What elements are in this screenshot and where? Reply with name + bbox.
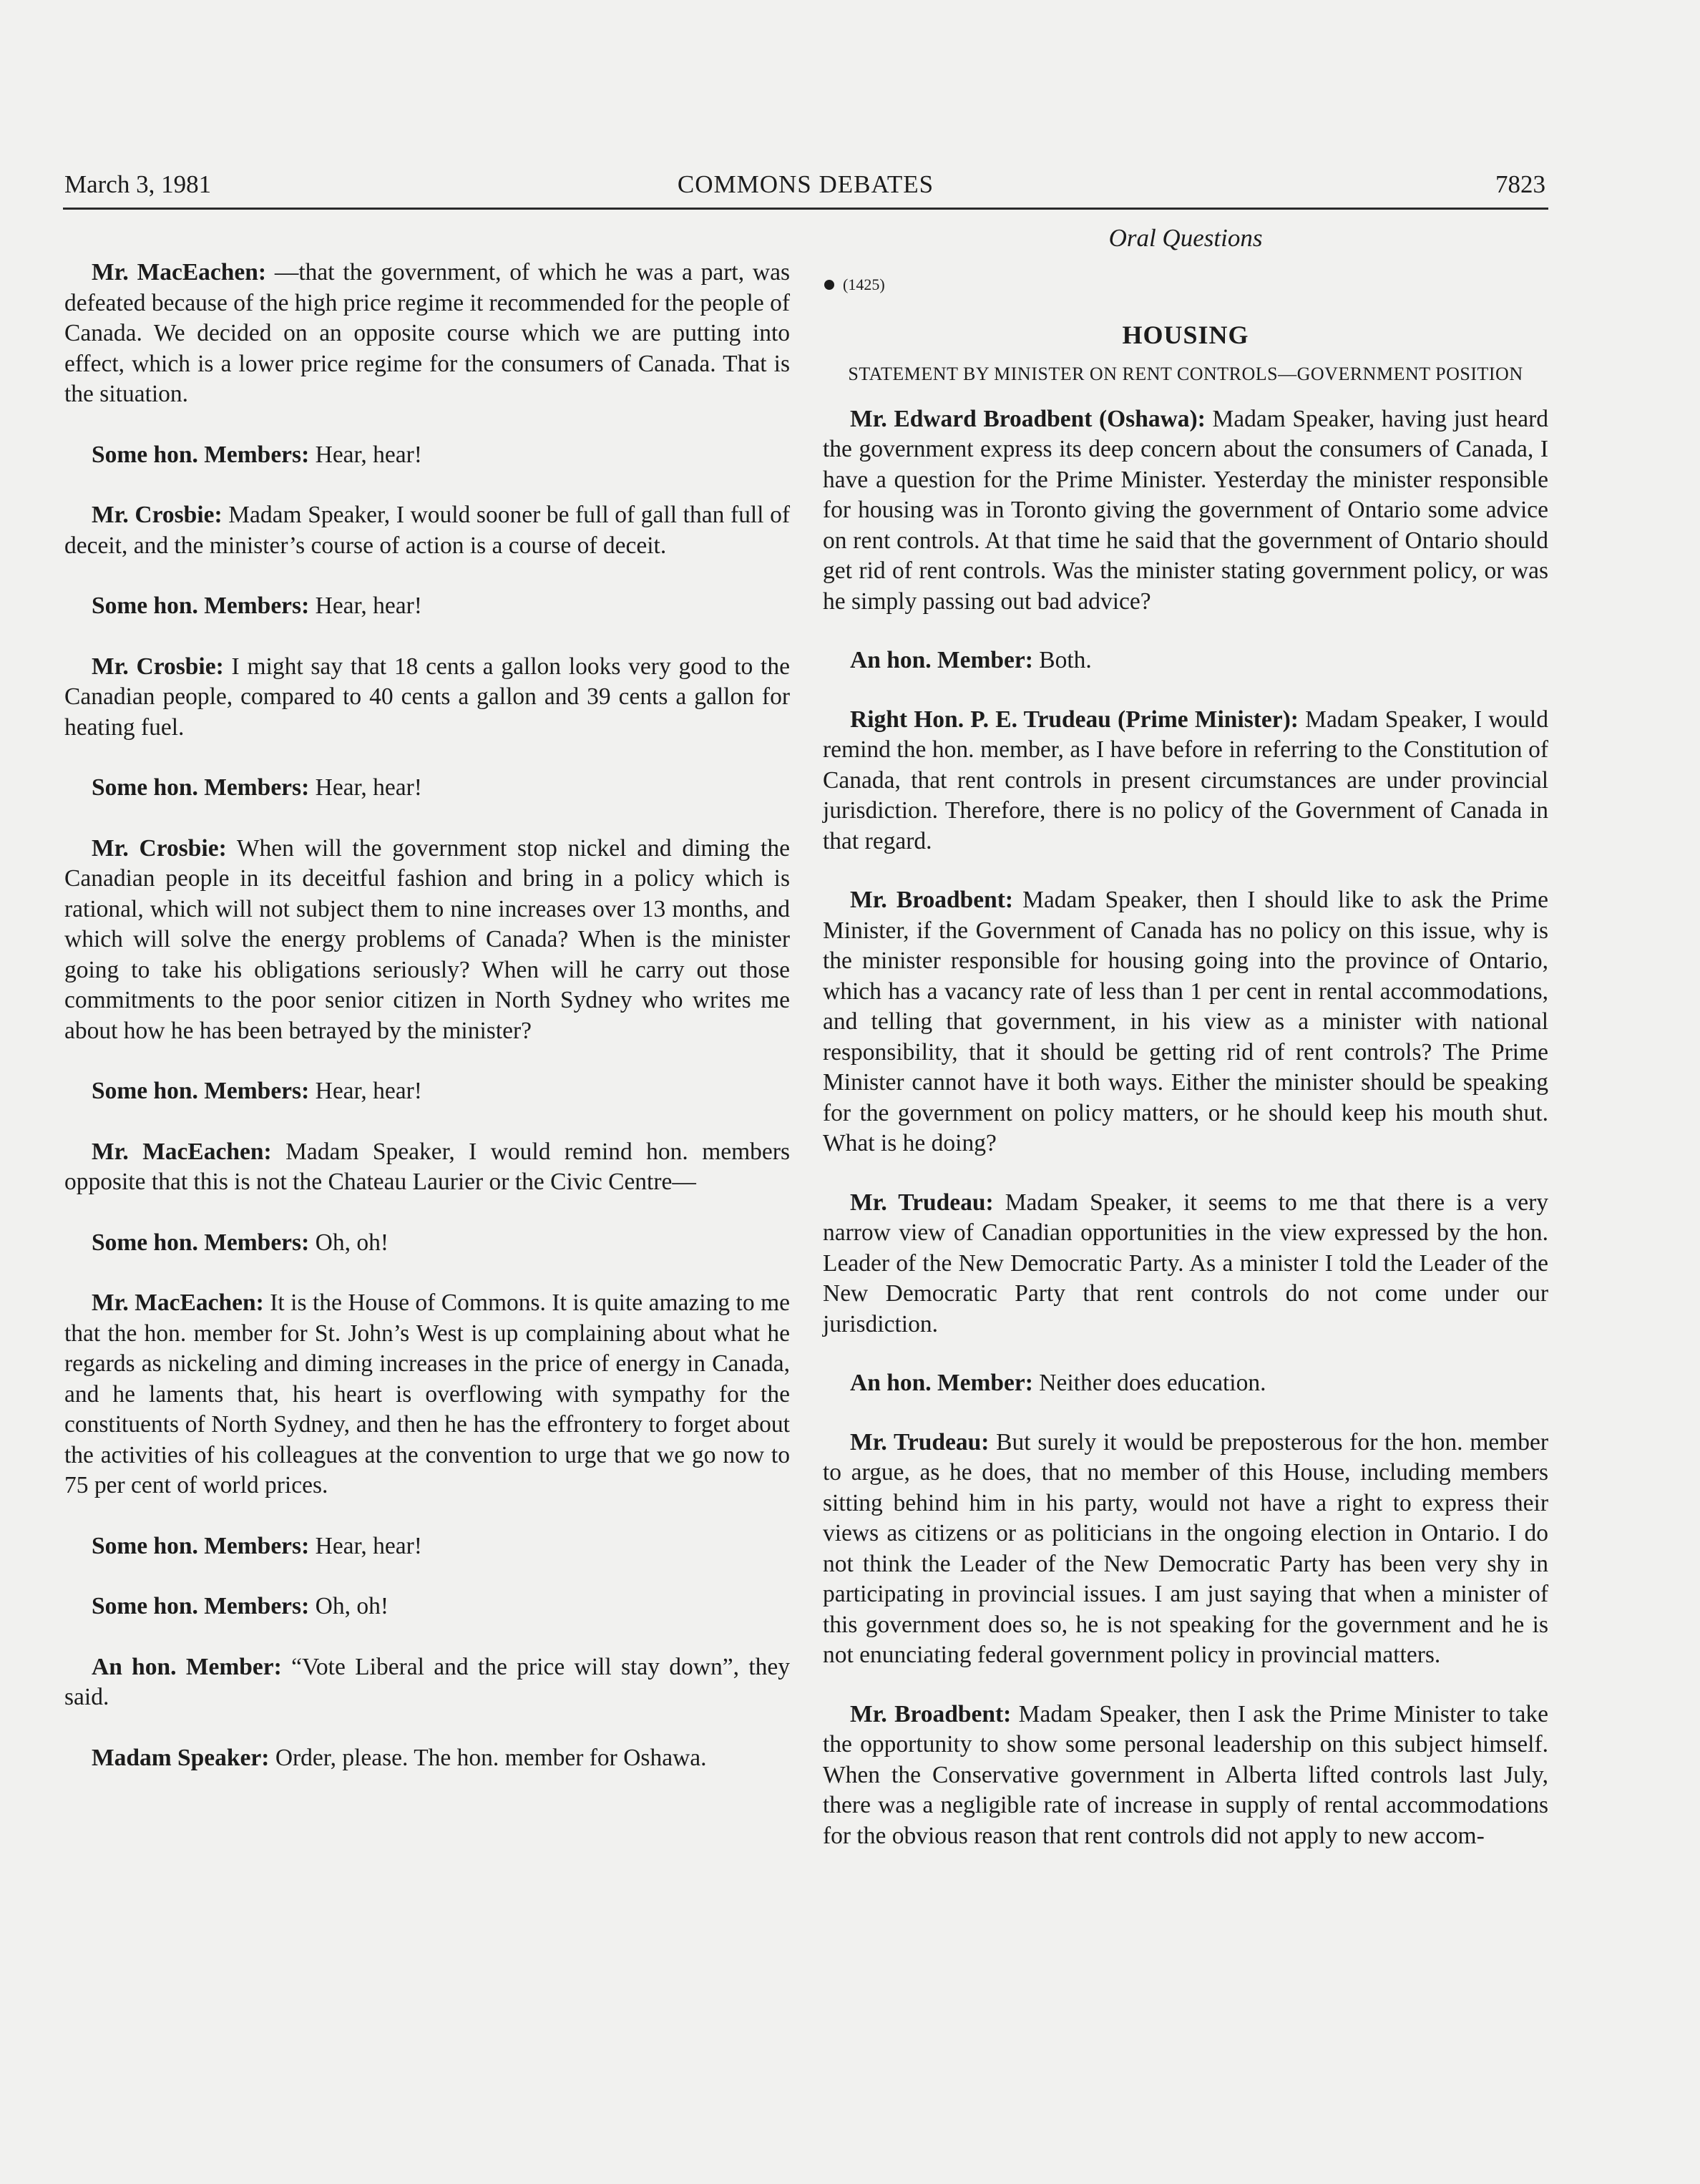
speech-paragraph [823, 1428, 1548, 1671]
speaker-name: Mr. Trudeau: [850, 1428, 990, 1456]
right-paragraphs [823, 404, 1548, 1852]
publication-title: COMMONS DEBATES [677, 170, 934, 198]
speech-paragraph [823, 1368, 1548, 1399]
page-header [63, 170, 1548, 210]
speaker-name: Mr. Crosbie: [92, 834, 227, 862]
speaker-name: Mr. MacEachen: [92, 1138, 272, 1165]
left-column [64, 258, 790, 1803]
speech-paragraph [64, 1137, 790, 1198]
speech-paragraph [823, 705, 1548, 857]
section-subheading: STATEMENT BY MINISTER ON RENT CONTROLS—GOVERNMENT POSITION [848, 363, 1523, 384]
speech-text: Order, please. The hon. member for Oshawa. [269, 1744, 707, 1771]
speaker-name: Some hon. Members: [92, 1593, 310, 1619]
speech-text: Both. [1032, 647, 1092, 673]
speech-text: Madam Speaker, having just heard the government express its deep concern about the consumers of Canada, I have a question for the Prime Minister. Yesterday the minister responsible for housing was in Toronto giving the government of Ontario some advice on rent controls. At that time he said that the government of Ontario should get rid of rent controls. Was the minister stating government policy, or was he simply passing out bad advice? [823, 405, 1548, 615]
speaker-name: Madam Speaker: [92, 1744, 270, 1771]
speech-text: Madam Speaker, I would remind hon. members opposite that this is not the Chateau Laurier or the Civic Centre— [64, 1138, 790, 1195]
speaker-name: Some hon. Members: [92, 1229, 310, 1256]
time-mark [823, 270, 1548, 301]
speech-text: Oh, oh! [309, 1229, 389, 1256]
speech-paragraph [64, 500, 790, 561]
speaker-name: Mr. Crosbie: [92, 653, 224, 680]
speaker-name: Some hon. Members: [92, 593, 310, 619]
speech-text: But surely it would be preposterous for the hon. member to argue, as he does, that no member of this House, including members sitting behind him in his party, would not have a right to express their views as citizens or as politicians in the ongoing election in Ontario. I do not think the Leader of the New Democratic Party has been very shy in participating in provincial issues. I am just saying that when a minister of this government does so, he is not speaking for the government and he is not enunciating federal government policy in provincial matters. [823, 1428, 1549, 1668]
speech-text: Oh, oh! [309, 1593, 389, 1619]
speech-paragraph [64, 1531, 790, 1562]
speech-paragraph [64, 1288, 790, 1501]
speech-paragraph [64, 1743, 790, 1774]
speech-paragraph [64, 652, 790, 744]
speaker-name: Mr. Crosbie: [92, 502, 223, 528]
speech-paragraph [64, 773, 790, 804]
speech-paragraph [64, 1228, 790, 1259]
page-number: 7823 [1495, 170, 1545, 198]
speech-text: Madam Speaker, then I ask the Prime Minister to take the opportunity to show some personal leadership on this subject himself. When the Conservative government in Alberta lifted controls last July, there was a negligible rate of increase in supply of rental accommodations for the obvious reason that rent controls did not apply to new accom- [823, 1700, 1548, 1849]
speaker-name: Some hon. Members: [92, 1532, 310, 1559]
speech-paragraph [823, 885, 1548, 1159]
speech-text: Neither does education. [1032, 1370, 1266, 1396]
speech-text: Madam Speaker, it seems to me that there is a very narrow view of Canadian opportunities in the view expressed by the hon. Leader of the New Democratic Party. As a minister I told the Leader of the New Democratic Party that rent controls do not come under our jurisdiction. [823, 1189, 1549, 1337]
speech-text: Madam Speaker, I would sooner be full of gall than full of deceit, and the minister’s course of action is a course of deceit. [64, 502, 790, 559]
speech-text: Hear, hear! [309, 1532, 422, 1559]
speech-text: When will the government stop nickel and diming the Canadian people in its deceitful fashion and bring in a policy which is rational, which will not subject them to nine increases over 13 months, and which will solve the energy problems of Canada? When is the minister going to take his obligations seriously? When will he carry out those commitments to the poor senior citizen in North Sydney who writes me about how he has been betrayed by the minister? [64, 834, 790, 1044]
speech-paragraph [64, 1652, 790, 1713]
speech-paragraph [64, 258, 790, 410]
speaker-name: Mr. Broadbent: [850, 887, 1014, 913]
speech-paragraph [64, 1076, 790, 1107]
header-date: March 3, 1981 [64, 170, 212, 198]
speech-paragraph [64, 591, 790, 622]
speech-text: Hear, hear! [309, 774, 422, 801]
speaker-name: Mr. Trudeau: [850, 1189, 994, 1216]
time-mark-text: (1425) [843, 275, 885, 293]
speech-text: Madam Speaker, I would remind the hon. member, as I have before in referring to the Constitution of Canada, that rent controls in present circumstances are under provincial jurisdiction. Therefore, there is no policy of the Government of Canada in that regard. [823, 706, 1548, 854]
speaker-name: Some hon. Members: [92, 441, 310, 468]
speaker-name: Mr. Edward Broadbent (Oshawa): [850, 405, 1206, 432]
speaker-name: Mr. MacEachen: [92, 1290, 264, 1316]
speaker-name: Right Hon. P. E. Trudeau (Prime Minister): [850, 706, 1299, 733]
speech-paragraph [823, 1188, 1548, 1340]
bullet-icon [824, 280, 834, 290]
speech-paragraph [64, 834, 790, 1047]
speech-paragraph [64, 1591, 790, 1622]
speaker-name: Some hon. Members: [92, 1078, 310, 1104]
speaker-name: An hon. Member: [850, 1370, 1033, 1396]
speech-text: Hear, hear! [309, 441, 422, 468]
speech-text: I might say that 18 cents a gallon looks very good to the Canadian people, compared to 40 cents a gallon and 39 cents a gallon for heating fuel. [64, 653, 790, 741]
speaker-name: An hon. Member: [850, 647, 1033, 673]
speech-text: It is the House of Commons. It is quite amazing to me that the hon. member for St. John’s West is up complaining about what he regards as nickeling and diming increases in the price of energy in Canada, and he laments that, his heart is overflowing with sympathy for the constituents of North Sydney, and then he has the effrontery to forget about the activities of his colleagues at the convention to urge that we go now to 75 per cent of world prices. [64, 1290, 790, 1498]
speaker-name: Some hon. Members: [92, 774, 310, 801]
speech-text: Hear, hear! [309, 1078, 422, 1104]
right-column [823, 223, 1548, 1880]
section-label: Oral Questions [1108, 224, 1263, 252]
speech-paragraph [823, 404, 1548, 618]
speech-text: Madam Speaker, then I should like to ask the Prime Minister, if the Government of Canada has no policy on this issue, why is the minister responsible for housing going into the province of Ontario, which has a vacancy rate of less than 1 per cent in rental accommodations, and telling that government, in his view as a minister with national responsibility, that it should be getting rid of rent controls? The Prime Minister cannot have it both ways. Either the minister should be speaking for the government on policy matters, or he should keep his mouth shut. What is he doing? [823, 887, 1548, 1156]
speech-paragraph [823, 1700, 1548, 1852]
speech-text: —that the government, of which he was a part, was defeated because of the high price regime it recommended for the people of Canada. We decided on an opposite course which we are putting into effect, which is a lower price regime for the consumers of Canada. That is the situation. [64, 259, 790, 407]
speech-text: Hear, hear! [309, 593, 422, 619]
speaker-name: An hon. Member: [92, 1653, 282, 1680]
speaker-name: Mr. MacEachen: [92, 259, 267, 286]
speech-paragraph [823, 645, 1548, 676]
speaker-name: Mr. Broadbent: [850, 1700, 1012, 1727]
speech-paragraph [64, 440, 790, 471]
section-heading: HOUSING [1122, 321, 1249, 349]
speech-text: “Vote Liberal and the price will stay down”, they said. [64, 1653, 790, 1710]
